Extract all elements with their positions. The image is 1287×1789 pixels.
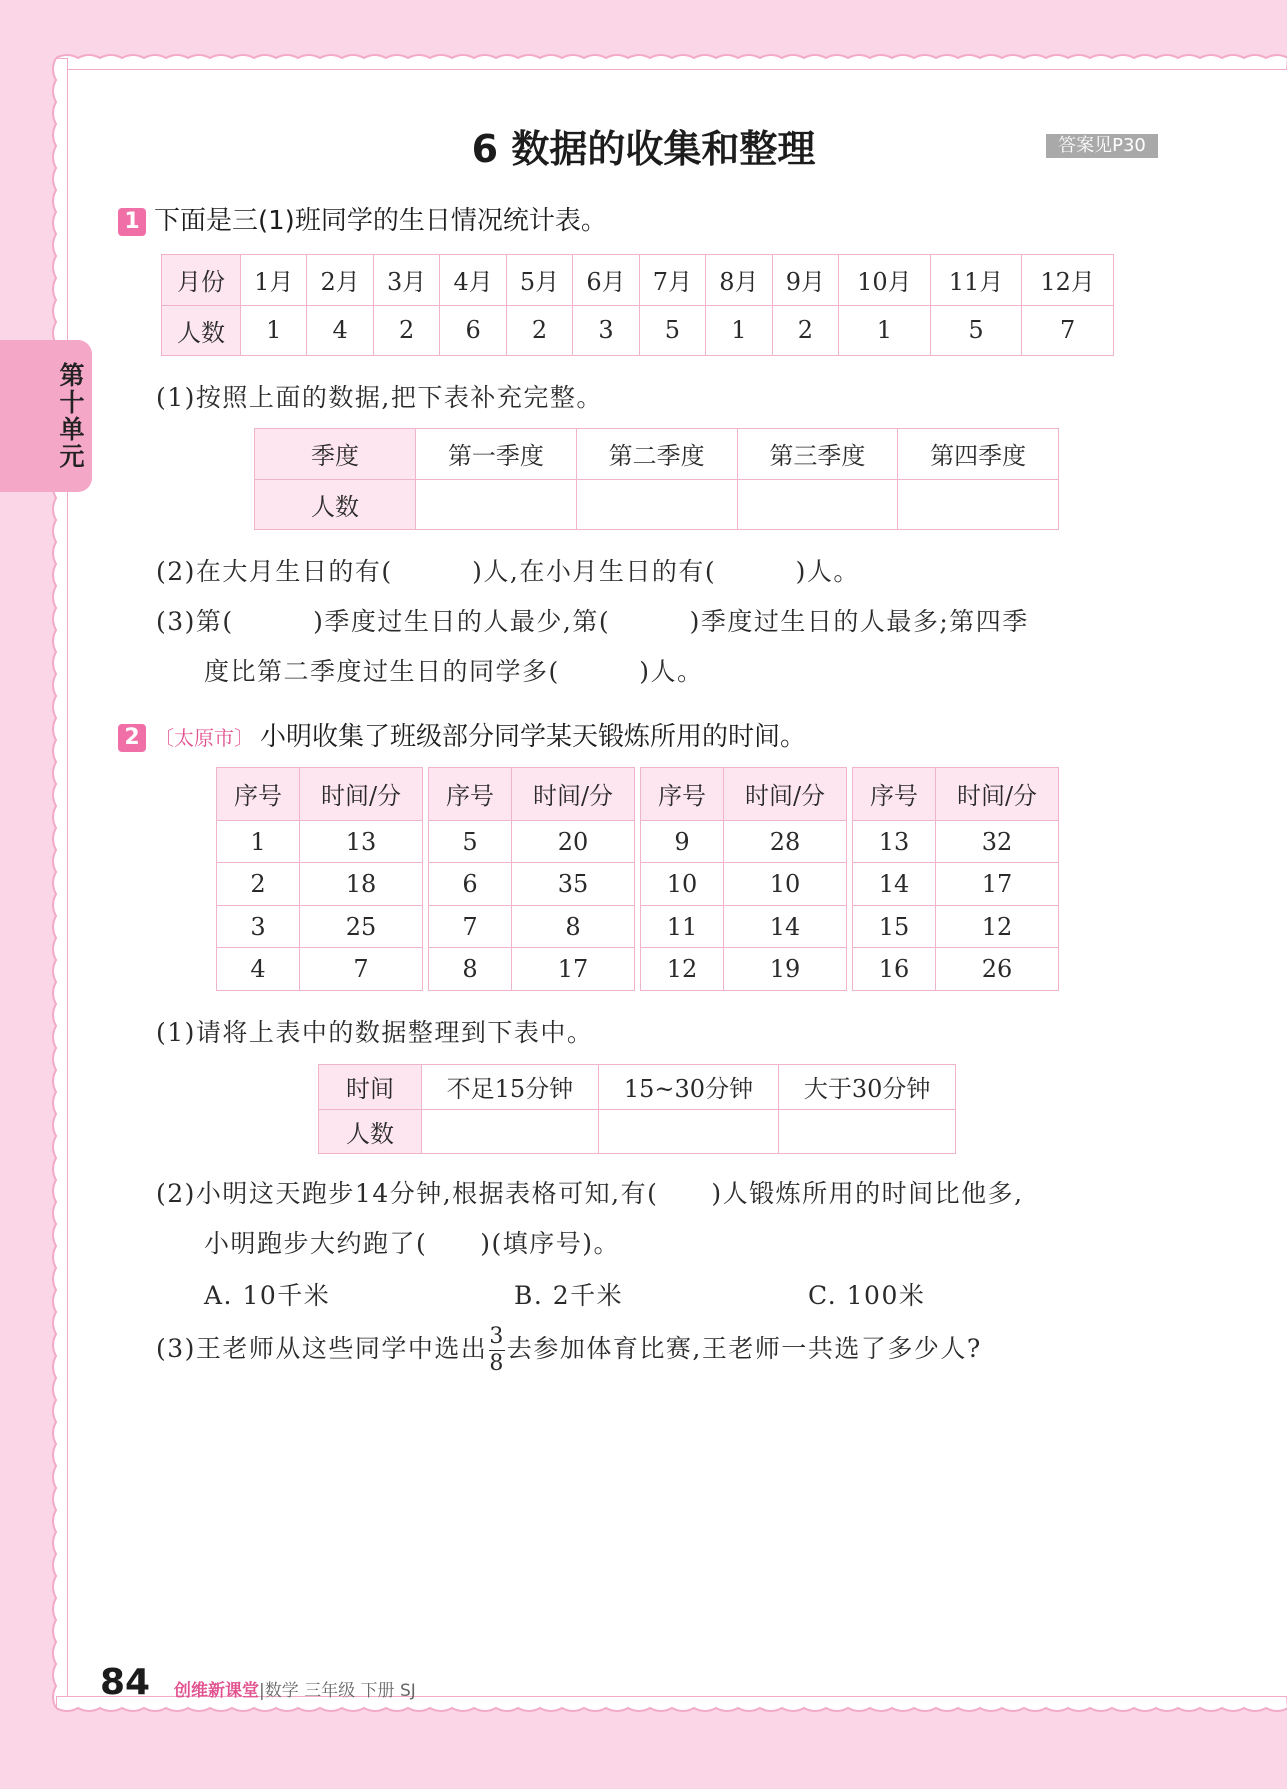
- seq-cell: 6: [429, 863, 512, 906]
- season-row-label: 人数: [255, 479, 416, 530]
- option-a: A. 10千米: [204, 1281, 331, 1310]
- month-cell: 9月: [772, 255, 838, 306]
- page-number: 84: [100, 1662, 151, 1703]
- season-answer-blank[interactable]: [898, 479, 1059, 530]
- seq-cell: 2: [217, 863, 300, 906]
- season-answer-blank[interactable]: [416, 479, 577, 530]
- footer-subject: |数学 三年级 下册 SJ: [259, 1681, 416, 1701]
- count-cell: 6: [440, 305, 506, 356]
- seq-cell: 15: [853, 905, 936, 948]
- seq-cell: 8: [429, 948, 512, 991]
- question-2-number: 2: [118, 724, 146, 752]
- wavy-top-border: [56, 46, 1287, 70]
- season-answer-blank[interactable]: [576, 479, 737, 530]
- answer-reference-badge: 答案见P30: [1046, 134, 1158, 158]
- season-header-row: [255, 429, 1059, 480]
- question-1-sub-2: (2)在大月生日的有( )人,在小月生日的有( )人。: [156, 557, 860, 586]
- count-cell: 5: [639, 305, 705, 356]
- question-1-number: 1: [118, 208, 146, 236]
- season-cell: 第一季度: [416, 429, 577, 480]
- exercise-time-block: [852, 767, 1059, 991]
- month-cell: 2月: [307, 255, 373, 306]
- question-2-sub-2-line-2: 小明跑步大约跑了( )(填序号)。: [204, 1229, 621, 1258]
- footer-brand: 创维新课堂: [174, 1681, 259, 1701]
- table-row-label: 人数: [162, 305, 241, 356]
- count-cell: 5: [930, 305, 1022, 356]
- time-range-row-label: 人数: [319, 1109, 422, 1154]
- question-2-text: 小明收集了班级部分同学某天锻炼所用的时间。: [260, 722, 807, 752]
- time-range-answer-blank[interactable]: [598, 1109, 778, 1154]
- month-cell: 1月: [241, 255, 307, 306]
- season-header-cell: 季度: [255, 429, 416, 480]
- seq-cell: 11: [641, 905, 724, 948]
- question-2-sub-3-prefix: (3)王老师从这些同学中选出: [156, 1334, 488, 1363]
- question-2-sub-3-suffix: 去参加体育比赛,王老师一共选了多少人?: [506, 1334, 982, 1363]
- time-range-answer-blank[interactable]: [779, 1109, 956, 1154]
- page-title: 6 数据的收集和整理: [471, 127, 816, 171]
- count-cell: 7: [1022, 305, 1114, 356]
- region-tag: 〔太原市〕: [154, 726, 254, 750]
- time-cell: 18: [300, 863, 423, 906]
- seq-cell: 5: [429, 820, 512, 863]
- time-cell: 14: [724, 905, 847, 948]
- seq-cell: 9: [641, 820, 724, 863]
- footer-book-info: [174, 1676, 416, 1701]
- question-1-prompt: [118, 200, 607, 237]
- time-cell: 20: [512, 820, 635, 863]
- seq-cell: 14: [853, 863, 936, 906]
- fraction-numerator: 3: [489, 1324, 505, 1349]
- month-cell: 5月: [506, 255, 572, 306]
- time-cell: 12: [936, 905, 1059, 948]
- birthday-month-table: [161, 254, 1114, 356]
- time-range-header-cell: 时间: [319, 1065, 422, 1110]
- column-header-seq: 序号: [853, 768, 936, 821]
- option-b: B. 2千米: [514, 1281, 624, 1310]
- column-header-time: 时间/分: [300, 768, 423, 821]
- question-2-prompt: [118, 716, 806, 753]
- season-cell: 第三季度: [737, 429, 898, 480]
- time-cell: 35: [512, 863, 635, 906]
- column-header-seq: 序号: [429, 768, 512, 821]
- time-range-header-row: [319, 1065, 956, 1110]
- seq-cell: 16: [853, 948, 936, 991]
- birthday-month-header-row: [162, 255, 1114, 306]
- time-cell: 8: [512, 905, 635, 948]
- season-cell: 第二季度: [576, 429, 737, 480]
- month-cell: 12月: [1022, 255, 1114, 306]
- count-cell: 3: [573, 305, 639, 356]
- question-1-sub-3-line-2: 度比第二季度过生日的同学多( )人。: [204, 657, 704, 686]
- option-c: C. 100米: [808, 1281, 926, 1310]
- seq-cell: 3: [217, 905, 300, 948]
- time-cell: 17: [936, 863, 1059, 906]
- time-cell: 28: [724, 820, 847, 863]
- exercise-time-block: [640, 767, 847, 991]
- table-header-cell: 月份: [162, 255, 241, 306]
- time-cell: 32: [936, 820, 1059, 863]
- month-cell: 8月: [706, 255, 772, 306]
- fraction-denominator: 8: [489, 1351, 505, 1376]
- column-header-time: 时间/分: [936, 768, 1059, 821]
- time-range-answer-blank[interactable]: [422, 1109, 599, 1154]
- time-cell: 10: [724, 863, 847, 906]
- column-header-seq: 序号: [217, 768, 300, 821]
- count-cell: 1: [706, 305, 772, 356]
- time-cell: 13: [300, 820, 423, 863]
- question-1-text: 下面是三(1)班同学的生日情况统计表。: [154, 206, 607, 236]
- column-header-time: 时间/分: [512, 768, 635, 821]
- time-cell: 17: [512, 948, 635, 991]
- exercise-time-tables: [216, 767, 1059, 991]
- column-header-seq: 序号: [641, 768, 724, 821]
- unit-side-tab-label: 第十单元: [59, 361, 85, 471]
- seq-cell: 10: [641, 863, 724, 906]
- time-cell: 26: [936, 948, 1059, 991]
- season-count-row: [255, 479, 1059, 530]
- season-table: [254, 428, 1059, 530]
- time-range-count-row: [319, 1109, 956, 1154]
- birthday-count-row: [162, 305, 1114, 356]
- exercise-time-block: [216, 767, 423, 991]
- count-cell: 2: [506, 305, 572, 356]
- month-cell: 7月: [639, 255, 705, 306]
- question-2-sub-1: (1)请将上表中的数据整理到下表中。: [156, 1018, 594, 1047]
- count-cell: 1: [839, 305, 931, 356]
- seq-cell: 4: [217, 948, 300, 991]
- time-cell: 19: [724, 948, 847, 991]
- time-range-cell: 大于30分钟: [779, 1065, 956, 1110]
- count-cell: 1: [241, 305, 307, 356]
- count-cell: 2: [772, 305, 838, 356]
- month-cell: 6月: [573, 255, 639, 306]
- time-range-cell: 不足15分钟: [422, 1065, 599, 1110]
- seq-cell: 13: [853, 820, 936, 863]
- seq-cell: 7: [429, 905, 512, 948]
- time-cell: 25: [300, 905, 423, 948]
- time-cell: 7: [300, 948, 423, 991]
- month-cell: 11月: [930, 255, 1022, 306]
- time-range-cell: 15~30分钟: [598, 1065, 778, 1110]
- wavy-left-border: [44, 58, 68, 1708]
- exercise-time-block: [428, 767, 635, 991]
- fraction-three-eighths: [489, 1324, 505, 1377]
- question-2-sub-2-line-1: (2)小明这天跑步14分钟,根据表格可知,有( )人锻炼所用的时间比他多,: [156, 1179, 1024, 1208]
- question-2-sub-3: [156, 1324, 982, 1377]
- question-1-sub-1: (1)按照上面的数据,把下表补充完整。: [156, 383, 603, 412]
- column-header-time: 时间/分: [724, 768, 847, 821]
- question-1-sub-3-line-1: (3)第( )季度过生日的人最少,第( )季度过生日的人最多;第四季: [156, 607, 1029, 636]
- season-answer-blank[interactable]: [737, 479, 898, 530]
- season-cell: 第四季度: [898, 429, 1059, 480]
- month-cell: 3月: [373, 255, 439, 306]
- count-cell: 2: [373, 305, 439, 356]
- seq-cell: 12: [641, 948, 724, 991]
- seq-cell: 1: [217, 820, 300, 863]
- month-cell: 4月: [440, 255, 506, 306]
- count-cell: 4: [307, 305, 373, 356]
- time-range-table: [318, 1064, 956, 1154]
- month-cell: 10月: [839, 255, 931, 306]
